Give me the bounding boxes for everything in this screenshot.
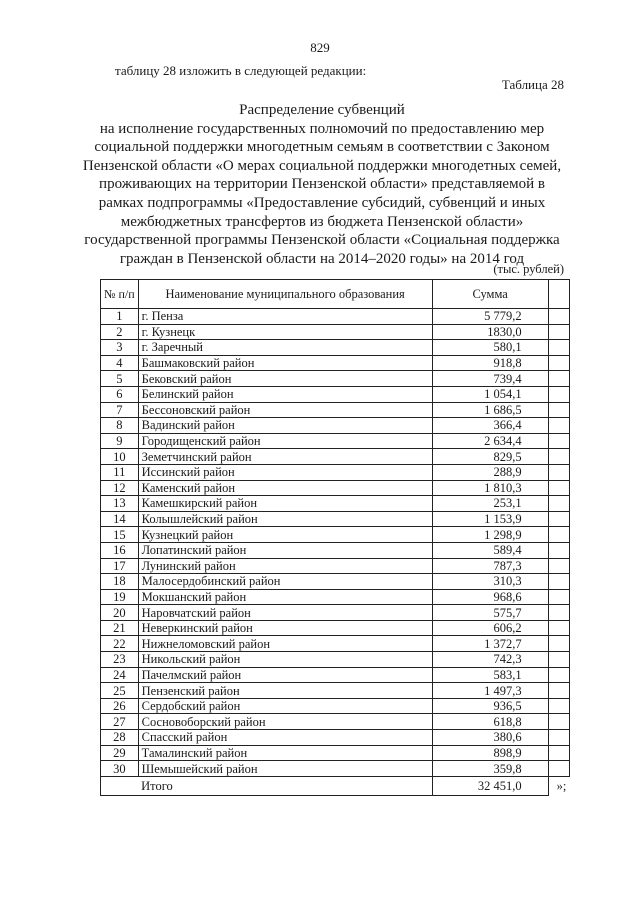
table-row [101,324,570,340]
row-empty-cell [548,418,569,434]
row-name: Неверкинский район [138,620,432,636]
subvention-table [100,279,570,796]
row-number: 30 [101,761,139,777]
row-number: 14 [101,511,139,527]
row-number: 26 [101,698,139,714]
row-name: Колышлейский район [138,511,432,527]
row-empty-cell [548,542,569,558]
row-sum: 580,1 [432,340,548,356]
header-name: Наименование муниципального образования [138,280,432,309]
row-empty-cell [548,574,569,590]
row-number: 12 [101,480,139,496]
row-name: Наровчатский район [138,605,432,621]
row-sum: 310,3 [432,574,548,590]
table-row [101,574,570,590]
table-row [101,589,570,605]
row-name: Пензенский район [138,683,432,699]
total-label: Итого [138,776,432,795]
total-sum: 32 451,0 [432,776,548,795]
row-number: 9 [101,433,139,449]
row-empty-cell [548,761,569,777]
total-row [101,776,570,795]
row-empty-cell [548,449,569,465]
table-row [101,605,570,621]
row-number: 29 [101,745,139,761]
row-name: Бессоновский район [138,402,432,418]
table-row [101,386,570,402]
row-name: Земетчинский район [138,449,432,465]
table-row [101,355,570,371]
row-name: Городищенский район [138,433,432,449]
row-number: 3 [101,340,139,356]
row-number: 20 [101,605,139,621]
table-row [101,464,570,480]
row-number: 28 [101,730,139,746]
table-row [101,340,570,356]
row-name: Лунинский район [138,558,432,574]
row-sum: 589,4 [432,542,548,558]
row-name: Спасский район [138,730,432,746]
table-row [101,730,570,746]
row-sum: 1 497,3 [432,683,548,699]
row-number: 22 [101,636,139,652]
header-num: № п/п [101,280,139,309]
row-sum: 1830,0 [432,324,548,340]
closing-quote: »; [548,776,569,795]
row-number: 19 [101,589,139,605]
row-sum: 1 372,7 [432,636,548,652]
table-row [101,636,570,652]
row-sum: 253,1 [432,496,548,512]
row-sum: 936,5 [432,698,548,714]
page-number: 829 [310,40,330,55]
table-row [101,698,570,714]
row-number: 16 [101,542,139,558]
table-header-row [101,280,570,309]
row-sum: 1 686,5 [432,402,548,418]
title-line: Пензенской области «О мерах социальной поддержки многодетных семей, [82,157,562,174]
row-name: Тамалинский район [138,745,432,761]
header-sum: Сумма [432,280,548,309]
row-name: Нижнеломовский район [138,636,432,652]
title-line: на исполнение государственных полномочий по предоставлению мер [99,120,545,137]
row-empty-cell [548,745,569,761]
row-empty-cell [548,605,569,621]
row-empty-cell [548,480,569,496]
intro-text: таблицу 28 изложить в следующей редакции: [115,63,367,78]
row-sum: 2 634,4 [432,433,548,449]
row-sum: 366,4 [432,418,548,434]
row-empty-cell [548,324,569,340]
title-line: Распределение субвенций [239,102,405,118]
row-number: 25 [101,683,139,699]
row-empty-cell [548,371,569,387]
row-empty-cell [548,652,569,668]
row-number: 7 [101,402,139,418]
row-name: Камешкирский район [138,496,432,512]
row-empty-cell [548,558,569,574]
table-row [101,511,570,527]
row-number: 17 [101,558,139,574]
row-name: Кузнецкий район [138,527,432,543]
table-row [101,652,570,668]
row-empty-cell [548,386,569,402]
table-row [101,449,570,465]
row-number: 15 [101,527,139,543]
row-empty-cell [548,402,569,418]
table-row [101,714,570,730]
table-row [101,558,570,574]
row-sum: 288,9 [432,464,548,480]
row-sum: 918,8 [432,355,548,371]
row-number: 23 [101,652,139,668]
row-empty-cell [548,309,569,325]
table-row [101,309,570,325]
row-name: Пачелмский район [138,667,432,683]
row-number: 2 [101,324,139,340]
row-empty-cell [548,667,569,683]
row-sum: 618,8 [432,714,548,730]
row-name: Мокшанский район [138,589,432,605]
row-empty-cell [548,714,569,730]
header-empty-cell [548,280,569,309]
row-name: Никольский район [138,652,432,668]
row-sum: 1 810,3 [432,480,548,496]
row-name: Сосновоборский район [138,714,432,730]
row-sum: 1 054,1 [432,386,548,402]
table-row [101,496,570,512]
row-empty-cell [548,620,569,636]
row-name: Белинский район [138,386,432,402]
table-body [101,309,570,777]
row-number: 18 [101,574,139,590]
row-empty-cell [548,636,569,652]
table-row [101,433,570,449]
row-sum: 583,1 [432,667,548,683]
row-number: 8 [101,418,139,434]
title-line: проживающих на территории Пензенской области» представляемой в [99,176,545,193]
row-number: 1 [101,309,139,325]
table-row [101,418,570,434]
row-number: 24 [101,667,139,683]
table-row [101,402,570,418]
row-sum: 5 779,2 [432,309,548,325]
table-row [101,745,570,761]
row-empty-cell [548,511,569,527]
units-label: (тыс. рублей) [493,262,564,276]
row-number: 13 [101,496,139,512]
row-name: Бековский район [138,371,432,387]
row-sum: 1 298,9 [432,527,548,543]
row-name: Каменский район [138,480,432,496]
table-row [101,761,570,777]
row-name: г. Пенза [138,309,432,325]
row-sum: 359,8 [432,761,548,777]
table-row [101,480,570,496]
table-row [101,620,570,636]
row-name: Вадинский район [138,418,432,434]
row-empty-cell [548,683,569,699]
title-line: межбюджетных трансфертов из бюджета Пензенской области» [120,213,524,230]
row-sum: 898,9 [432,745,548,761]
table-row [101,542,570,558]
row-number: 27 [101,714,139,730]
row-empty-cell [548,496,569,512]
row-empty-cell [548,698,569,714]
row-sum: 380,6 [432,730,548,746]
row-sum: 787,3 [432,558,548,574]
row-empty-cell [548,340,569,356]
row-name: Шемышейский район [138,761,432,777]
row-number: 6 [101,386,139,402]
row-sum: 968,6 [432,589,548,605]
row-name: Сердобский район [138,698,432,714]
row-sum: 606,2 [432,620,548,636]
title-line: социальной поддержки многодетным семьям в соответствии с Законом [94,139,550,156]
row-empty-cell [548,589,569,605]
table-row [101,527,570,543]
row-sum: 575,7 [432,605,548,621]
row-name: Малосердобинский район [138,574,432,590]
row-name: Башмаковский район [138,355,432,371]
row-number: 5 [101,371,139,387]
row-empty-cell [548,464,569,480]
row-name: г. Кузнецк [138,324,432,340]
row-number: 11 [101,464,139,480]
row-empty-cell [548,527,569,543]
table-row [101,667,570,683]
document-title [72,101,572,268]
row-number: 21 [101,620,139,636]
row-sum: 1 153,9 [432,511,548,527]
title-line: государственной программы Пензенской области «Социальная поддержка [84,232,560,249]
title-line: граждан в Пензенской области на 2014–2020 годы» на 2014 год [119,250,525,267]
row-sum: 829,5 [432,449,548,465]
row-sum: 739,4 [432,371,548,387]
title-line: рамках подпрограммы «Предоставление субсидий, субвенций и иных [98,194,546,211]
row-name: г. Заречный [138,340,432,356]
row-sum: 742,3 [432,652,548,668]
row-name: Иссинский район [138,464,432,480]
table-row [101,683,570,699]
row-number: 10 [101,449,139,465]
row-empty-cell [548,355,569,371]
row-name: Лопатинский район [138,542,432,558]
row-empty-cell [548,730,569,746]
row-number: 4 [101,355,139,371]
row-empty-cell [548,433,569,449]
table-row [101,371,570,387]
table-label: Таблица 28 [501,77,564,92]
total-num-cell [101,776,139,795]
